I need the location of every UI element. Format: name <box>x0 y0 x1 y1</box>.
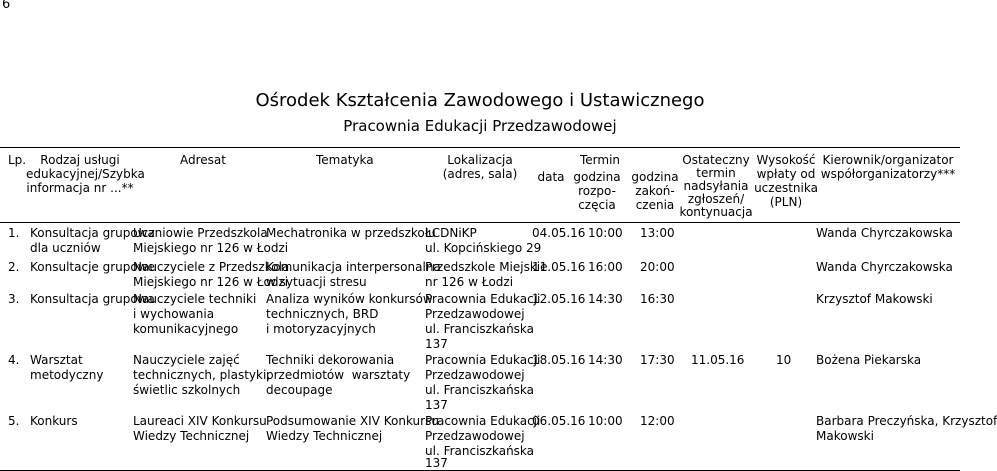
row-lokalizacja: 137 <box>425 337 448 351</box>
row-adresat: Nauczyciele z Przedszkola <box>133 260 290 274</box>
row-adresat: Uczniowie Przedszkola <box>133 226 268 240</box>
row-lp: 3. <box>8 292 20 306</box>
row-adresat: Wiedzy Technicznej <box>133 429 250 443</box>
page-number: 6 <box>2 0 11 12</box>
header-ostateczny-4: zgłoszeń/ <box>687 192 745 206</box>
row-adresat: i wychowania <box>133 307 215 321</box>
row-adresat: świetlic szkolnych <box>133 383 241 397</box>
row-kierownik: Bożena Piekarska <box>816 353 922 367</box>
header-rodzaj-2: edukacyjnej/Szybka <box>26 167 145 181</box>
row-lokalizacja: Pracownia Edukacji <box>425 292 541 306</box>
table-top-rule <box>0 147 960 148</box>
row-adresat: Miejskiego nr 126 w Łodzi <box>133 241 289 255</box>
row-adresat: komunikacyjnego <box>133 322 239 336</box>
header-wysokosc-4: (PLN) <box>769 195 803 209</box>
header-bottom-rule <box>0 222 960 223</box>
header-lokalizacja-2: (adres, sala) <box>442 167 518 181</box>
header-godz-rozp-1: godzina <box>573 170 621 184</box>
row-lokalizacja: ŁCDNiKP <box>425 226 477 240</box>
row-start: 14:30 <box>588 353 623 367</box>
header-rodzaj-3: informacja nr ...** <box>26 181 134 195</box>
header-godz-zak-3: czenia <box>635 198 675 212</box>
row-data: 06.05.16 <box>532 414 586 428</box>
row-end: 13:00 <box>640 226 675 240</box>
row-data: 12.05.16 <box>532 292 586 306</box>
row-tematyka: Wiedzy Technicznej <box>266 429 383 443</box>
header-ostateczny-2: termin <box>696 166 736 180</box>
header-wysokosc-2: wpłaty od <box>756 167 816 181</box>
row-adresat: Miejskiego nr 126 w Łodzi <box>133 275 289 289</box>
row-kierownik: Wanda Chyrczakowska <box>816 226 953 240</box>
header-rodzaj-1: Rodzaj usługi <box>40 153 120 167</box>
row-adresat: Laureaci XIV Konkursu <box>133 414 267 428</box>
header-ostateczny-1: Ostateczny <box>682 153 750 167</box>
row-lokalizacja: nr 126 w Łodzi <box>425 275 514 289</box>
row-data: 11.05.16 <box>532 260 586 274</box>
header-godz-zak-2: zakoń- <box>635 184 675 198</box>
row-lp: 5. <box>8 414 20 428</box>
row-lokalizacja: Przedszkole Miejskie <box>425 260 548 274</box>
header-lokalizacja-1: Lokalizacja <box>447 153 513 167</box>
row-end: 17:30 <box>640 353 675 367</box>
header-godz-rozp-2: rozpo- <box>578 184 616 198</box>
row-tematyka: Analiza wyników konkursów <box>266 292 433 306</box>
row-rodzaj: Konkurs <box>30 414 78 428</box>
row-adresat: Nauczyciele techniki <box>133 292 257 306</box>
header-godz-zak-1: godzina <box>631 170 679 184</box>
row-kierownik: Wanda Chyrczakowska <box>816 260 953 274</box>
row-rodzaj: metodyczny <box>30 368 104 382</box>
row-start: 14:30 <box>588 292 623 306</box>
row-kierownik: Makowski <box>816 429 874 443</box>
row-data: 18.05.16 <box>532 353 586 367</box>
row-lokalizacja: Pracownia Edukacji <box>425 414 541 428</box>
row-start: 10:00 <box>588 414 623 428</box>
row-lokalizacja: Pracownia Edukacji <box>425 353 541 367</box>
row-lokalizacja: 137 <box>425 398 448 412</box>
row-rodzaj: Warsztat <box>30 353 83 367</box>
row-lokalizacja: Przedzawodowej <box>425 429 525 443</box>
row-start: 16:00 <box>588 260 623 274</box>
header-ostateczny-3: nadsyłania <box>683 179 749 193</box>
header-kierownik-2: współorganizatorzy*** <box>820 167 956 181</box>
row-tematyka: Techniki dekorowania <box>266 353 395 367</box>
row-tematyka: w sytuacji stresu <box>266 275 367 289</box>
row-lp: 4. <box>8 353 20 367</box>
header-termin: Termin <box>579 153 621 167</box>
row-end: 12:00 <box>640 414 675 428</box>
row-tematyka: przedmiotów warsztaty <box>266 368 411 382</box>
page-title: Ośrodek Kształcenia Zawodowego i Ustawicznego <box>255 90 705 111</box>
row-tematyka: decoupage <box>266 383 333 397</box>
row-rodzaj: dla uczniów <box>30 241 101 255</box>
row-lokalizacja: ul. Franciszkańska <box>425 383 535 397</box>
row-kierownik: Krzysztof Makowski <box>816 292 933 306</box>
header-wysokosc-3: uczestnika <box>754 181 818 195</box>
row-lokalizacja: ul. Franciszkańska <box>425 444 535 458</box>
row-tematyka: Komunikacja interpersonalna <box>266 260 441 274</box>
row-tematyka: technicznych, BRD <box>266 307 379 321</box>
header-ostateczny-5: kontynuacja <box>679 205 753 219</box>
row-rodzaj: Konsultacje grupowe <box>30 260 155 274</box>
row-end: 20:00 <box>640 260 675 274</box>
row-lokalizacja: Przedzawodowej <box>425 307 525 321</box>
row-tematyka: Mechatronika w przedszkolu <box>266 226 436 240</box>
row-lokalizacja: ul. Franciszkańska <box>425 322 535 336</box>
row-end: 16:30 <box>640 292 675 306</box>
row-start: 10:00 <box>588 226 623 240</box>
row-tematyka: Podsumowanie XIV Konkursu <box>266 414 439 428</box>
row-lp: 1. <box>8 226 20 240</box>
row-wplata: 10 <box>776 353 792 367</box>
header-godz-rozp-3: częcia <box>578 198 616 212</box>
row-kierownik: Barbara Preczyńska, Krzysztof <box>816 414 997 428</box>
row-rodzaj: Konsultacja grupowa <box>30 292 155 306</box>
row-data: 04.05.16 <box>532 226 586 240</box>
header-lp: Lp. <box>8 153 27 167</box>
header-tematyka: Tematyka <box>316 153 374 167</box>
row-lokalizacja: Przedzawodowej <box>425 368 525 382</box>
page-subtitle: Pracownia Edukacji Przedzawodowej <box>343 117 617 135</box>
row-lp: 2. <box>8 260 20 274</box>
header-wysokosc-1: Wysokość <box>756 153 816 167</box>
header-adresat: Adresat <box>180 153 226 167</box>
row-tematyka: i motoryzacyjnych <box>266 322 376 336</box>
row-rodzaj: Konsultacja grupowa <box>30 226 155 240</box>
row-adresat: Nauczyciele zajęć <box>133 353 240 367</box>
row-ostateczny: 11.05.16 <box>691 353 745 367</box>
header-data: data <box>537 170 565 184</box>
header-kierownik-1: Kierownik/organizator <box>822 153 954 167</box>
row-adresat: technicznych, plastyki, <box>133 368 271 382</box>
row-lokalizacja: ul. Kopcińskiego 29 <box>425 241 542 255</box>
row-lokalizacja: 137 <box>425 456 448 470</box>
